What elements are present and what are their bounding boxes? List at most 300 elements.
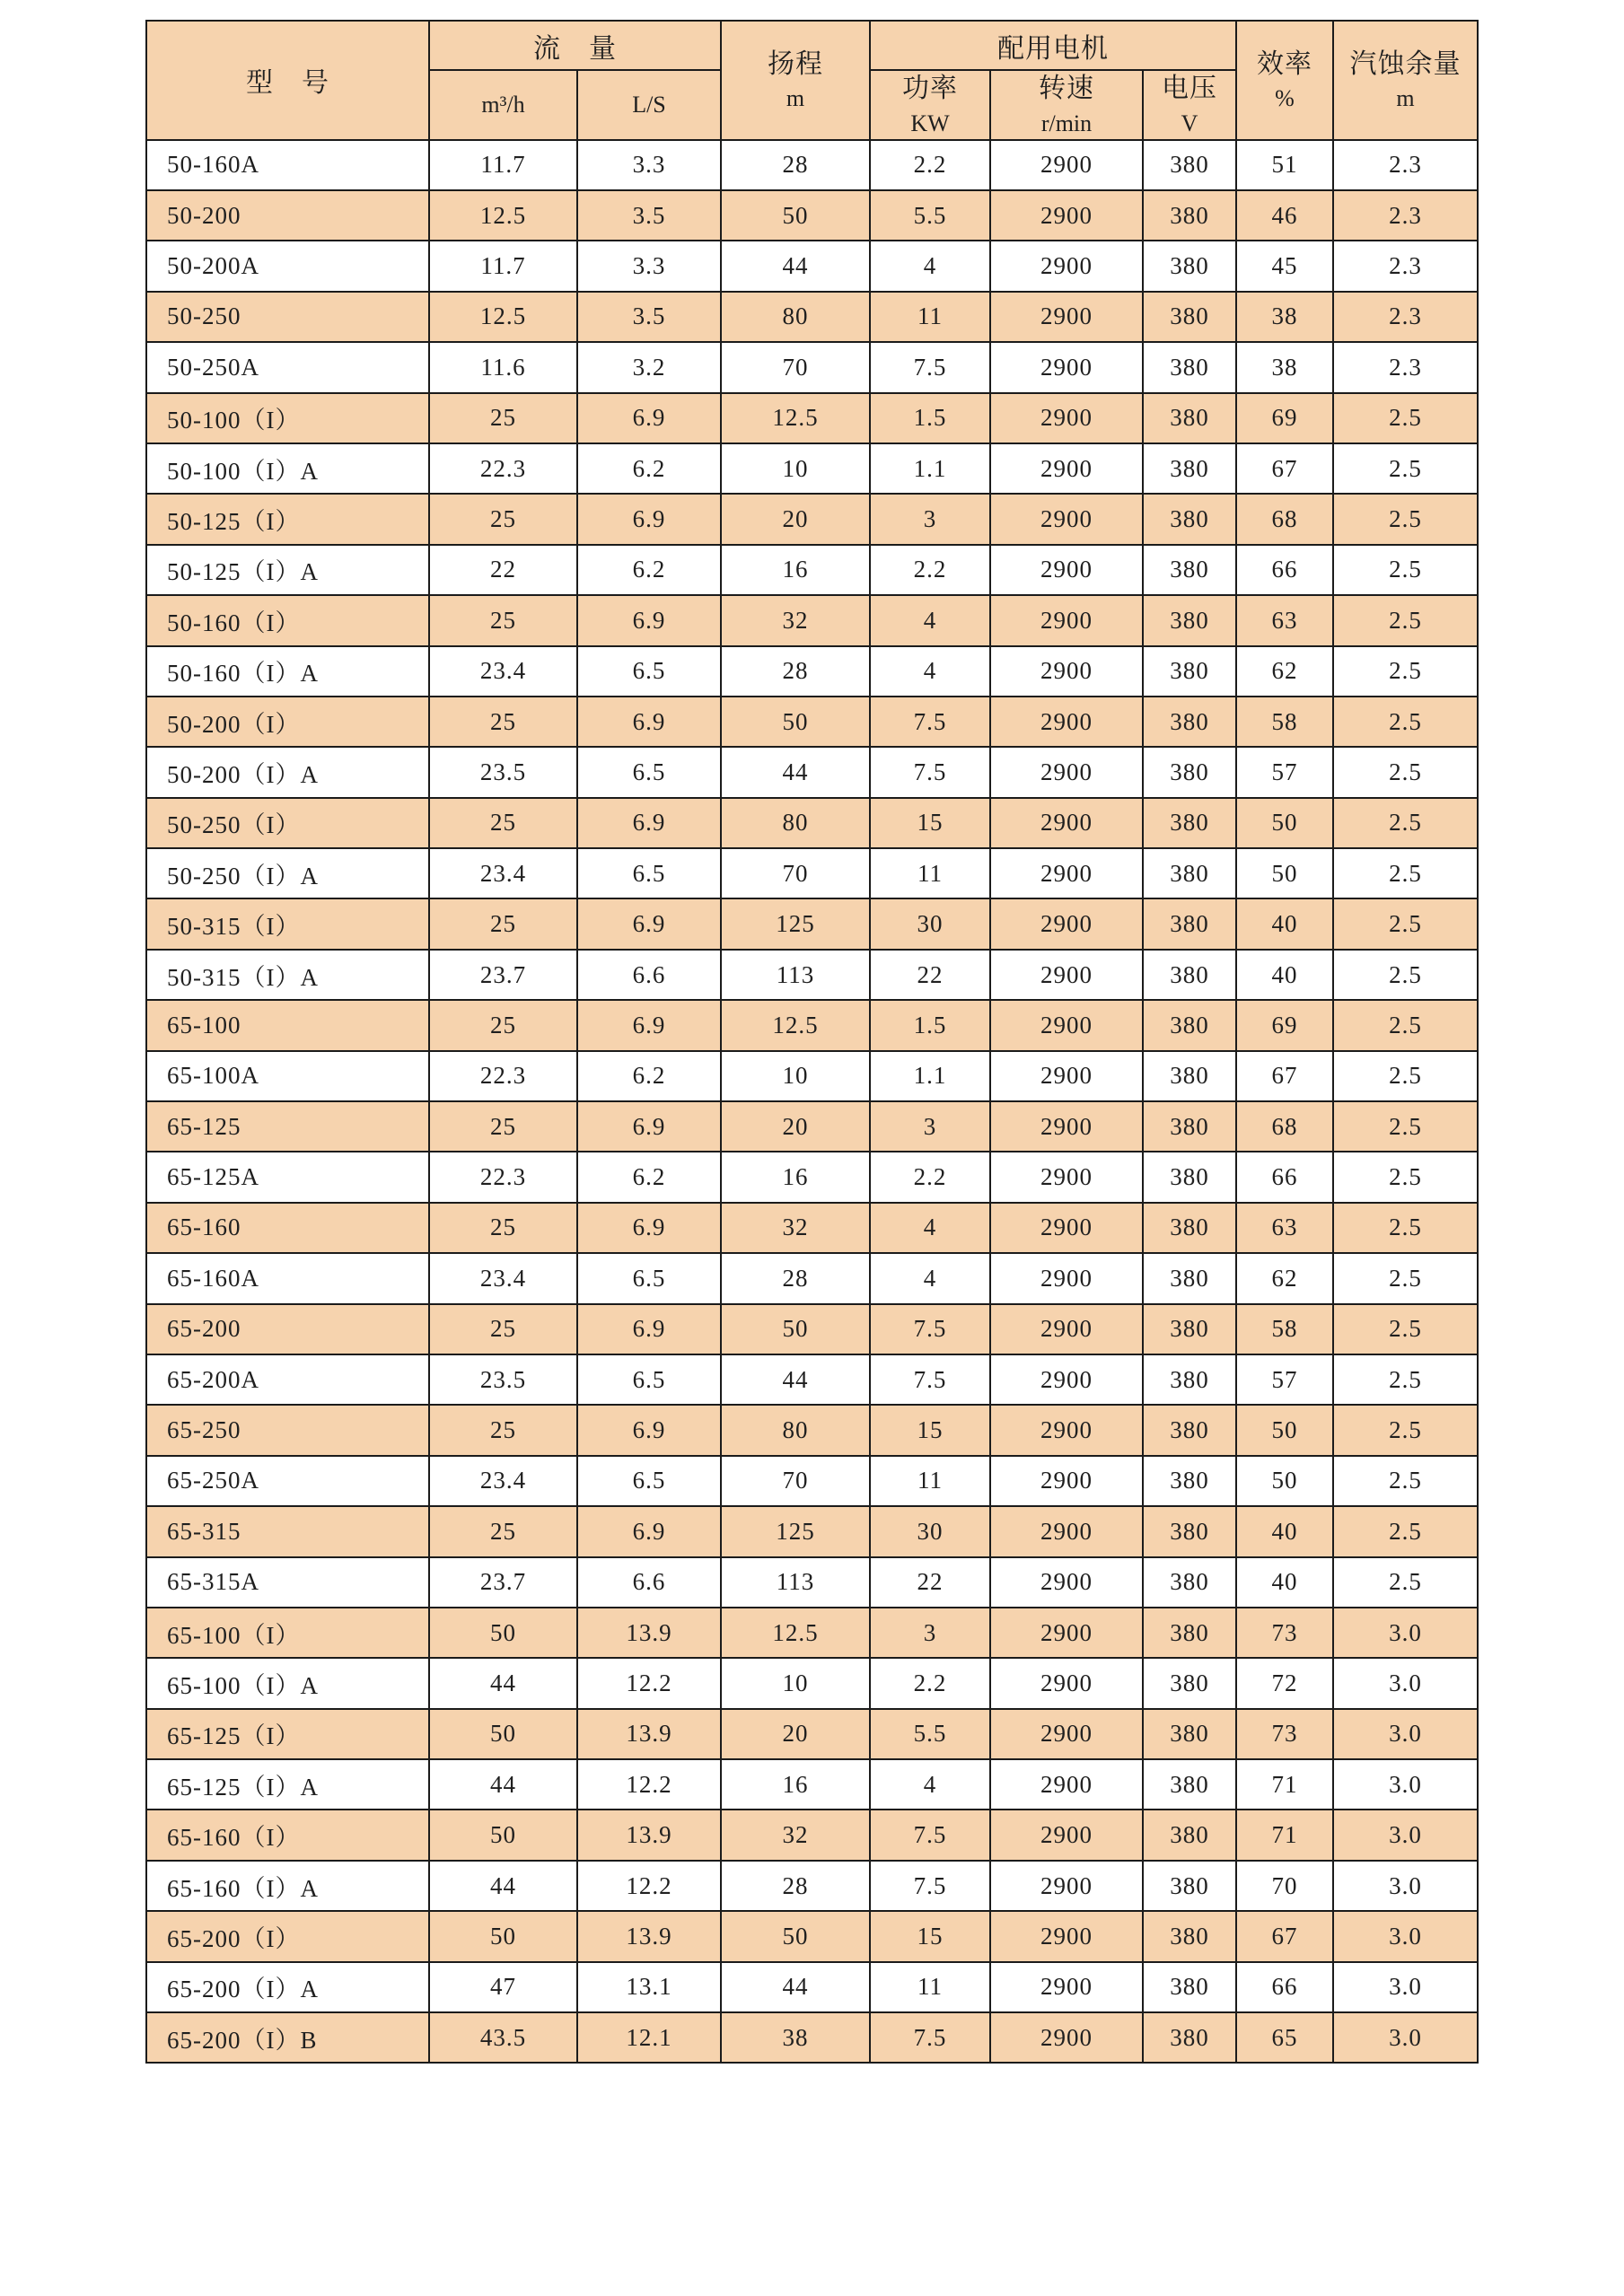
cell-model: 65-200（I） (146, 1911, 429, 1961)
cell-eff: 46 (1236, 190, 1333, 241)
cell-m3h: 23.4 (429, 1253, 577, 1303)
cell-ls: 12.2 (577, 1658, 721, 1708)
cell-v: 380 (1143, 1810, 1236, 1860)
cell-v: 380 (1143, 140, 1236, 190)
cell-rpm: 2900 (990, 1506, 1143, 1556)
cell-npsh: 2.5 (1333, 494, 1478, 544)
cell-m3h: 44 (429, 1861, 577, 1911)
header-power (870, 70, 990, 140)
cell-v: 380 (1143, 190, 1236, 241)
table-row (146, 595, 1478, 645)
cell-v: 380 (1143, 494, 1236, 544)
header-efficiency-unit: % (1275, 85, 1295, 111)
cell-head: 44 (721, 747, 870, 797)
cell-head: 16 (721, 1152, 870, 1202)
pump-spec-table (145, 20, 1479, 2064)
cell-ls: 6.2 (577, 1152, 721, 1202)
cell-ls: 6.9 (577, 898, 721, 949)
cell-v: 380 (1143, 697, 1236, 747)
cell-eff: 57 (1236, 1354, 1333, 1405)
header-flow: 流 量 (429, 21, 721, 70)
cell-kw: 30 (870, 898, 990, 949)
cell-head: 50 (721, 1911, 870, 1961)
cell-kw: 15 (870, 1911, 990, 1961)
cell-ls: 6.5 (577, 1456, 721, 1506)
cell-model: 50-100（I） (146, 393, 429, 443)
cell-head: 44 (721, 241, 870, 291)
cell-rpm: 2900 (990, 292, 1143, 342)
cell-eff: 40 (1236, 950, 1333, 1000)
cell-v: 380 (1143, 1000, 1236, 1050)
cell-npsh: 2.5 (1333, 1304, 1478, 1354)
table-row (146, 545, 1478, 595)
cell-m3h: 23.7 (429, 1557, 577, 1608)
cell-model: 65-160A (146, 1253, 429, 1303)
cell-head: 32 (721, 1810, 870, 1860)
cell-kw: 1.1 (870, 443, 990, 494)
cell-eff: 40 (1236, 1557, 1333, 1608)
cell-model: 50-250（I）A (146, 848, 429, 898)
cell-v: 380 (1143, 898, 1236, 949)
cell-v: 380 (1143, 1304, 1236, 1354)
cell-npsh: 3.0 (1333, 1962, 1478, 2012)
cell-eff: 71 (1236, 1759, 1333, 1810)
cell-m3h: 25 (429, 1506, 577, 1556)
cell-v: 380 (1143, 1911, 1236, 1961)
cell-npsh: 3.0 (1333, 1608, 1478, 1658)
cell-m3h: 11.7 (429, 241, 577, 291)
cell-kw: 30 (870, 1506, 990, 1556)
cell-head: 70 (721, 1456, 870, 1506)
cell-m3h: 25 (429, 697, 577, 747)
table-row (146, 798, 1478, 848)
cell-rpm: 2900 (990, 1101, 1143, 1152)
cell-v: 380 (1143, 595, 1236, 645)
cell-kw: 4 (870, 1759, 990, 1810)
cell-v: 380 (1143, 1709, 1236, 1759)
cell-ls: 6.2 (577, 1051, 721, 1101)
table-body (146, 140, 1478, 2064)
cell-ls: 6.9 (577, 1203, 721, 1253)
cell-kw: 7.5 (870, 1354, 990, 1405)
cell-m3h: 50 (429, 1608, 577, 1658)
table-row (146, 1506, 1478, 1556)
cell-eff: 72 (1236, 1658, 1333, 1708)
cell-rpm: 2900 (990, 494, 1143, 544)
cell-v: 380 (1143, 646, 1236, 697)
cell-eff: 67 (1236, 1911, 1333, 1961)
cell-kw: 22 (870, 950, 990, 1000)
cell-eff: 50 (1236, 848, 1333, 898)
table-row (146, 1203, 1478, 1253)
cell-eff: 73 (1236, 1608, 1333, 1658)
cell-head: 10 (721, 1051, 870, 1101)
cell-v: 380 (1143, 747, 1236, 797)
header-voltage (1143, 70, 1236, 140)
table-row (146, 241, 1478, 291)
cell-head: 16 (721, 545, 870, 595)
cell-kw: 7.5 (870, 697, 990, 747)
cell-v: 380 (1143, 1203, 1236, 1253)
cell-ls: 6.9 (577, 494, 721, 544)
cell-rpm: 2900 (990, 1456, 1143, 1506)
table-row (146, 494, 1478, 544)
cell-head: 32 (721, 595, 870, 645)
cell-kw: 22 (870, 1557, 990, 1608)
cell-rpm: 2900 (990, 898, 1143, 949)
cell-kw: 4 (870, 1203, 990, 1253)
cell-eff: 40 (1236, 1506, 1333, 1556)
cell-rpm: 2900 (990, 1962, 1143, 2012)
cell-eff: 40 (1236, 898, 1333, 949)
cell-npsh: 2.5 (1333, 747, 1478, 797)
cell-eff: 63 (1236, 1203, 1333, 1253)
cell-rpm: 2900 (990, 443, 1143, 494)
cell-model: 65-200（I）A (146, 1962, 429, 2012)
cell-kw: 3 (870, 1101, 990, 1152)
cell-head: 80 (721, 292, 870, 342)
cell-v: 380 (1143, 1456, 1236, 1506)
cell-model: 65-160（I）A (146, 1861, 429, 1911)
cell-model: 65-315A (146, 1557, 429, 1608)
cell-m3h: 23.7 (429, 950, 577, 1000)
table-row (146, 950, 1478, 1000)
cell-m3h: 22.3 (429, 1051, 577, 1101)
cell-m3h: 44 (429, 1658, 577, 1708)
cell-model: 65-125A (146, 1152, 429, 1202)
cell-model: 65-200 (146, 1304, 429, 1354)
cell-head: 44 (721, 1354, 870, 1405)
cell-npsh: 2.5 (1333, 1557, 1478, 1608)
cell-m3h: 12.5 (429, 190, 577, 241)
cell-rpm: 2900 (990, 848, 1143, 898)
cell-head: 20 (721, 494, 870, 544)
cell-npsh: 3.0 (1333, 1658, 1478, 1708)
cell-npsh: 2.5 (1333, 950, 1478, 1000)
cell-ls: 13.1 (577, 1962, 721, 2012)
cell-head: 44 (721, 1962, 870, 2012)
cell-m3h: 43.5 (429, 2012, 577, 2063)
cell-npsh: 2.5 (1333, 393, 1478, 443)
cell-rpm: 2900 (990, 1608, 1143, 1658)
header-speed (990, 70, 1143, 140)
cell-ls: 12.1 (577, 2012, 721, 2063)
cell-m3h: 25 (429, 393, 577, 443)
header-head (721, 21, 870, 140)
cell-v: 380 (1143, 1861, 1236, 1911)
cell-model: 65-250A (146, 1456, 429, 1506)
cell-kw: 15 (870, 1405, 990, 1455)
header-flow-ls: L/S (577, 70, 721, 140)
cell-npsh: 2.5 (1333, 1051, 1478, 1101)
cell-kw: 7.5 (870, 1304, 990, 1354)
cell-npsh: 2.5 (1333, 1101, 1478, 1152)
header-power-label: 功率 (902, 74, 958, 103)
cell-rpm: 2900 (990, 950, 1143, 1000)
cell-v: 380 (1143, 798, 1236, 848)
cell-m3h: 44 (429, 1759, 577, 1810)
table-row (146, 1405, 1478, 1455)
cell-npsh: 2.5 (1333, 1506, 1478, 1556)
cell-model: 65-160（I） (146, 1810, 429, 1860)
cell-rpm: 2900 (990, 1810, 1143, 1860)
cell-kw: 11 (870, 292, 990, 342)
header-npsh-label: 汽蚀余量 (1349, 48, 1462, 79)
cell-npsh: 2.5 (1333, 1000, 1478, 1050)
cell-model: 65-125（I） (146, 1709, 429, 1759)
cell-eff: 62 (1236, 646, 1333, 697)
cell-eff: 62 (1236, 1253, 1333, 1303)
table-row (146, 646, 1478, 697)
cell-rpm: 2900 (990, 1709, 1143, 1759)
cell-kw: 2.2 (870, 545, 990, 595)
cell-eff: 71 (1236, 1810, 1333, 1860)
cell-npsh: 2.5 (1333, 697, 1478, 747)
cell-m3h: 22.3 (429, 1152, 577, 1202)
cell-head: 113 (721, 950, 870, 1000)
cell-m3h: 23.4 (429, 646, 577, 697)
cell-head: 50 (721, 1304, 870, 1354)
cell-model: 50-100（I）A (146, 443, 429, 494)
cell-v: 380 (1143, 1101, 1236, 1152)
cell-m3h: 22.3 (429, 443, 577, 494)
cell-ls: 6.6 (577, 950, 721, 1000)
cell-m3h: 11.7 (429, 140, 577, 190)
cell-v: 380 (1143, 1759, 1236, 1810)
cell-model: 50-315（I） (146, 898, 429, 949)
cell-ls: 6.9 (577, 1506, 721, 1556)
cell-ls: 13.9 (577, 1911, 721, 1961)
table-row (146, 1658, 1478, 1708)
cell-npsh: 2.5 (1333, 1253, 1478, 1303)
cell-rpm: 2900 (990, 241, 1143, 291)
cell-m3h: 50 (429, 1911, 577, 1961)
cell-ls: 6.9 (577, 1000, 721, 1050)
cell-ls: 6.9 (577, 595, 721, 645)
cell-eff: 58 (1236, 697, 1333, 747)
cell-ls: 6.9 (577, 1304, 721, 1354)
table-row (146, 1608, 1478, 1658)
cell-rpm: 2900 (990, 1911, 1143, 1961)
cell-v: 380 (1143, 1152, 1236, 1202)
cell-rpm: 2900 (990, 1861, 1143, 1911)
cell-eff: 50 (1236, 798, 1333, 848)
table-row (146, 1000, 1478, 1050)
cell-head: 12.5 (721, 1000, 870, 1050)
cell-rpm: 2900 (990, 646, 1143, 697)
header-row-1 (146, 21, 1478, 70)
cell-eff: 38 (1236, 342, 1333, 392)
cell-ls: 13.9 (577, 1810, 721, 1860)
cell-npsh: 2.5 (1333, 798, 1478, 848)
cell-head: 113 (721, 1557, 870, 1608)
cell-m3h: 25 (429, 798, 577, 848)
cell-m3h: 12.5 (429, 292, 577, 342)
cell-model: 65-100（I） (146, 1608, 429, 1658)
cell-rpm: 2900 (990, 1203, 1143, 1253)
cell-npsh: 2.3 (1333, 140, 1478, 190)
cell-ls: 12.2 (577, 1759, 721, 1810)
cell-rpm: 2900 (990, 1557, 1143, 1608)
cell-kw: 2.2 (870, 140, 990, 190)
cell-v: 380 (1143, 1253, 1236, 1303)
cell-head: 12.5 (721, 393, 870, 443)
cell-model: 50-125（I） (146, 494, 429, 544)
cell-ls: 6.9 (577, 798, 721, 848)
cell-model: 50-160A (146, 140, 429, 190)
cell-m3h: 25 (429, 1405, 577, 1455)
cell-ls: 6.9 (577, 697, 721, 747)
cell-model: 65-200（I）B (146, 2012, 429, 2063)
cell-v: 380 (1143, 2012, 1236, 2063)
cell-v: 380 (1143, 545, 1236, 595)
cell-model: 50-160（I）A (146, 646, 429, 697)
cell-npsh: 2.5 (1333, 898, 1478, 949)
cell-npsh: 3.0 (1333, 1709, 1478, 1759)
cell-npsh: 2.5 (1333, 1152, 1478, 1202)
table-row (146, 1456, 1478, 1506)
cell-rpm: 2900 (990, 1759, 1143, 1810)
cell-kw: 4 (870, 646, 990, 697)
cell-kw: 15 (870, 798, 990, 848)
cell-rpm: 2900 (990, 1354, 1143, 1405)
cell-eff: 57 (1236, 747, 1333, 797)
table-row (146, 393, 1478, 443)
cell-m3h: 22 (429, 545, 577, 595)
cell-ls: 6.6 (577, 1557, 721, 1608)
cell-kw: 3 (870, 1608, 990, 1658)
header-head-label: 扬程 (768, 48, 823, 79)
cell-model: 50-160（I） (146, 595, 429, 645)
cell-m3h: 25 (429, 595, 577, 645)
cell-kw: 4 (870, 241, 990, 291)
cell-head: 70 (721, 848, 870, 898)
cell-head: 16 (721, 1759, 870, 1810)
header-power-unit: KW (910, 110, 950, 136)
cell-head: 38 (721, 2012, 870, 2063)
cell-eff: 50 (1236, 1456, 1333, 1506)
cell-rpm: 2900 (990, 190, 1143, 241)
cell-npsh: 3.0 (1333, 1911, 1478, 1961)
cell-eff: 66 (1236, 1152, 1333, 1202)
cell-rpm: 2900 (990, 342, 1143, 392)
table-row (146, 1253, 1478, 1303)
cell-v: 380 (1143, 1405, 1236, 1455)
cell-ls: 3.3 (577, 140, 721, 190)
table-row (146, 1861, 1478, 1911)
cell-m3h: 25 (429, 1304, 577, 1354)
cell-ls: 3.3 (577, 241, 721, 291)
cell-m3h: 25 (429, 1000, 577, 1050)
cell-model: 50-125（I）A (146, 545, 429, 595)
cell-head: 50 (721, 697, 870, 747)
cell-v: 380 (1143, 1051, 1236, 1101)
cell-kw: 7.5 (870, 747, 990, 797)
cell-npsh: 2.5 (1333, 848, 1478, 898)
cell-ls: 6.5 (577, 646, 721, 697)
cell-ls: 6.5 (577, 1354, 721, 1405)
cell-npsh: 2.3 (1333, 241, 1478, 291)
cell-npsh: 2.5 (1333, 1354, 1478, 1405)
cell-eff: 51 (1236, 140, 1333, 190)
cell-head: 10 (721, 443, 870, 494)
cell-head: 80 (721, 798, 870, 848)
cell-npsh: 2.3 (1333, 292, 1478, 342)
cell-ls: 6.5 (577, 848, 721, 898)
header-voltage-unit: V (1181, 110, 1198, 136)
cell-eff: 65 (1236, 2012, 1333, 2063)
cell-ls: 13.9 (577, 1608, 721, 1658)
cell-kw: 4 (870, 595, 990, 645)
cell-rpm: 2900 (990, 140, 1143, 190)
cell-model: 50-250 (146, 292, 429, 342)
cell-ls: 12.2 (577, 1861, 721, 1911)
cell-v: 380 (1143, 443, 1236, 494)
cell-model: 50-200A (146, 241, 429, 291)
header-speed-label: 转速 (1039, 74, 1094, 103)
cell-npsh: 2.5 (1333, 1456, 1478, 1506)
cell-v: 380 (1143, 1557, 1236, 1608)
cell-eff: 69 (1236, 1000, 1333, 1050)
cell-rpm: 2900 (990, 545, 1143, 595)
cell-ls: 6.5 (577, 747, 721, 797)
cell-npsh: 3.0 (1333, 1810, 1478, 1860)
header-speed-unit: r/min (1040, 110, 1093, 136)
table-row (146, 1152, 1478, 1202)
table-row (146, 1709, 1478, 1759)
cell-eff: 73 (1236, 1709, 1333, 1759)
header-npsh-unit: m (1396, 85, 1415, 111)
header-model: 型 号 (146, 21, 429, 140)
cell-rpm: 2900 (990, 595, 1143, 645)
cell-rpm: 2900 (990, 2012, 1143, 2063)
cell-model: 65-315 (146, 1506, 429, 1556)
cell-rpm: 2900 (990, 1253, 1143, 1303)
cell-rpm: 2900 (990, 747, 1143, 797)
cell-rpm: 2900 (990, 697, 1143, 747)
cell-m3h: 23.4 (429, 848, 577, 898)
cell-m3h: 25 (429, 1203, 577, 1253)
cell-model: 50-200（I）A (146, 747, 429, 797)
table-row (146, 1354, 1478, 1405)
cell-kw: 7.5 (870, 1810, 990, 1860)
table-row (146, 2012, 1478, 2063)
cell-head: 28 (721, 1253, 870, 1303)
cell-npsh: 2.5 (1333, 595, 1478, 645)
cell-model: 50-315（I）A (146, 950, 429, 1000)
cell-eff: 70 (1236, 1861, 1333, 1911)
cell-kw: 4 (870, 1253, 990, 1303)
cell-m3h: 25 (429, 898, 577, 949)
cell-head: 20 (721, 1709, 870, 1759)
cell-model: 50-200 (146, 190, 429, 241)
cell-ls: 3.5 (577, 292, 721, 342)
cell-v: 380 (1143, 848, 1236, 898)
cell-npsh: 2.5 (1333, 646, 1478, 697)
cell-v: 380 (1143, 950, 1236, 1000)
cell-kw: 2.2 (870, 1152, 990, 1202)
table-row (146, 342, 1478, 392)
cell-eff: 45 (1236, 241, 1333, 291)
cell-model: 65-100（I）A (146, 1658, 429, 1708)
cell-m3h: 25 (429, 1101, 577, 1152)
table-row (146, 190, 1478, 241)
cell-head: 125 (721, 898, 870, 949)
cell-v: 380 (1143, 393, 1236, 443)
cell-head: 70 (721, 342, 870, 392)
table-row (146, 1557, 1478, 1608)
cell-model: 65-125 (146, 1101, 429, 1152)
